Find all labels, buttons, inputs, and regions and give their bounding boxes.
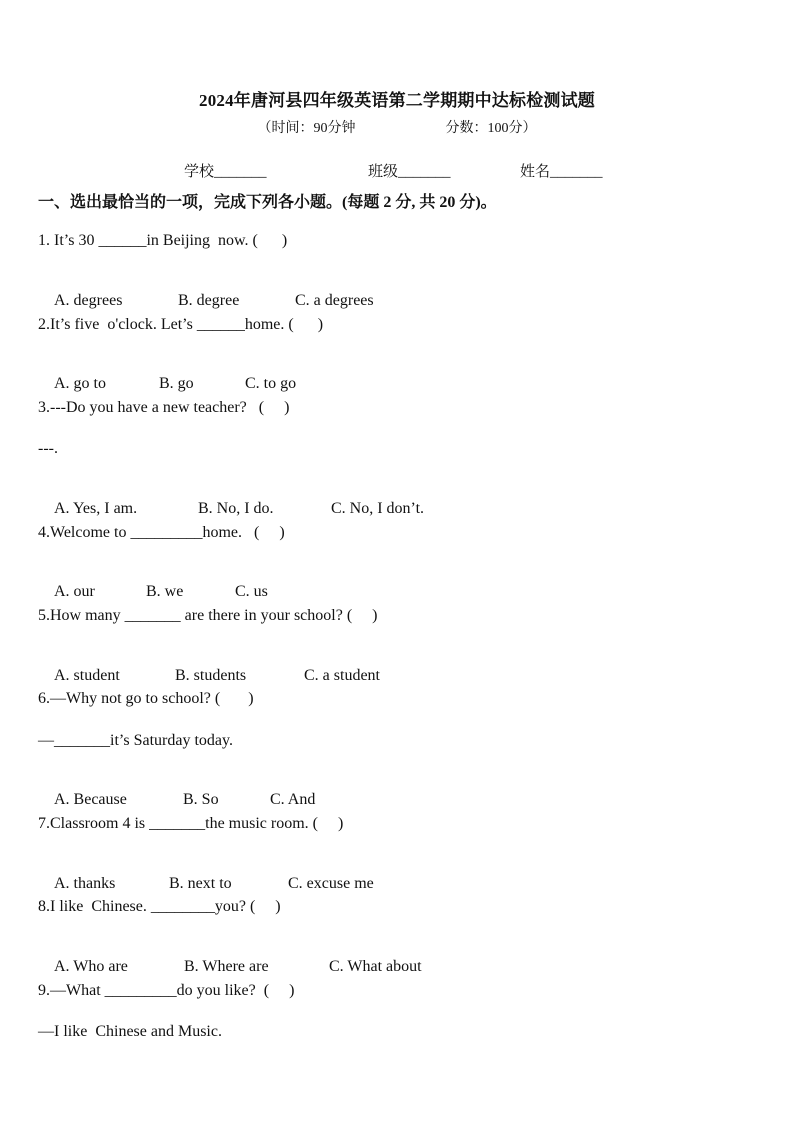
option-a: A. Who are (54, 958, 128, 975)
option-b: B. Where are (184, 958, 269, 975)
total-score: 分数：100分） (445, 121, 537, 136)
option-c: C. What about (329, 958, 422, 975)
question-stem: 5.How many _______ are there in your school? ( ) (38, 607, 378, 624)
answer-line: ---. (38, 440, 58, 457)
option-a: A. Yes, I am. (54, 500, 138, 517)
option-b: B. students (175, 667, 247, 684)
question-stem: 8.I like Chinese. ________you? ( ) (38, 898, 281, 915)
option-c: C. No, I don’t. (331, 500, 425, 517)
class-field: 班级_______ (368, 164, 451, 180)
option-c: C. to go (245, 375, 297, 392)
page-title: 2024年唐河县四年级英语第二学期期中达标检测试题 (199, 91, 595, 110)
question-stem: 9.—What _________do you like? ( ) (38, 982, 295, 999)
question-stem: 4.Welcome to _________home. ( ) (38, 524, 285, 541)
option-c: C. And (270, 791, 316, 808)
option-b: B. No, I do. (198, 500, 274, 517)
school-field: 学校_______ (184, 164, 267, 180)
option-b: B. go (159, 375, 194, 392)
question-stem: 3.---Do you have a new teacher? ( ) (38, 399, 290, 416)
question-stem: 6.—Why not go to school? ( ) (38, 690, 254, 707)
time-limit: （时间：90分钟 (257, 121, 356, 136)
option-c: C. a degrees (295, 292, 374, 309)
section-heading: 一、选出最恰当的一项，完成下列各小题。(每题 2 分, 共 20 分)。 (38, 194, 497, 211)
option-a: A. thanks (54, 875, 116, 892)
answer-line: —I like Chinese and Music. (38, 1023, 222, 1040)
option-a: A. our (54, 583, 95, 600)
option-a: A. degrees (54, 292, 123, 309)
question-stem: 1. It’s 30 ______in Beijing now. ( ) (38, 232, 288, 249)
option-c: C. excuse me (288, 875, 374, 892)
option-b: B. degree (178, 292, 240, 309)
option-b: B. So (183, 791, 219, 808)
name-field: 姓名_______ (520, 164, 603, 180)
exam-meta (0, 117, 794, 137)
option-c: C. us (235, 583, 268, 600)
option-b: B. we (146, 583, 184, 600)
option-a: A. student (54, 667, 120, 684)
question-stem: 2.It’s five o'clock. Let’s ______home. ( ) (38, 316, 324, 333)
option-b: B. next to (169, 875, 232, 892)
option-a: A. Because (54, 791, 127, 808)
option-c: C. a student (304, 667, 380, 684)
answer-line: —_______it’s Saturday today. (38, 732, 233, 749)
option-a: A. go to (54, 375, 106, 392)
question-stem: 7.Classroom 4 is _______the music room. ( ) (38, 815, 344, 832)
